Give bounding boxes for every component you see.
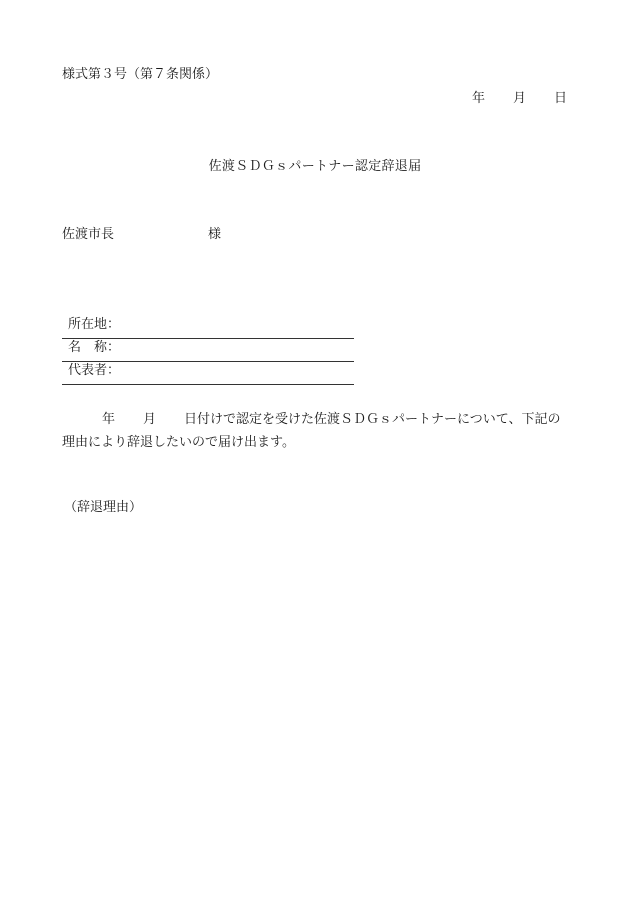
- representative-field[interactable]: [62, 362, 354, 385]
- address-field[interactable]: [62, 316, 354, 339]
- body-year: 年: [102, 412, 116, 427]
- name-field[interactable]: [62, 339, 354, 362]
- addressee-name: 佐渡市長: [62, 227, 115, 242]
- date-year: 年: [472, 91, 486, 106]
- addressee: [62, 228, 221, 241]
- representative-label: 代表者：: [68, 363, 121, 378]
- body-day-text: 日付けで認定を受けた佐渡ＳＤＧｓパートナーについて、下記の理由により辞退したいので届け出ます。: [62, 412, 561, 450]
- reason-label: （辞退理由）: [64, 500, 143, 515]
- form-number: 様式第３号（第７条関係）: [62, 67, 219, 82]
- addressee-honorific: 様: [208, 227, 222, 242]
- date-day: 日: [554, 91, 568, 106]
- body-month: 月: [143, 412, 157, 427]
- address-label: 所在地：: [68, 317, 121, 332]
- document-title: 佐渡ＳＤＧｓパートナー認定辞退届: [208, 159, 422, 174]
- date-month: 月: [513, 91, 527, 106]
- date-line: [472, 92, 567, 105]
- body-paragraph: [62, 408, 572, 454]
- name-label: 名 称：: [68, 340, 121, 355]
